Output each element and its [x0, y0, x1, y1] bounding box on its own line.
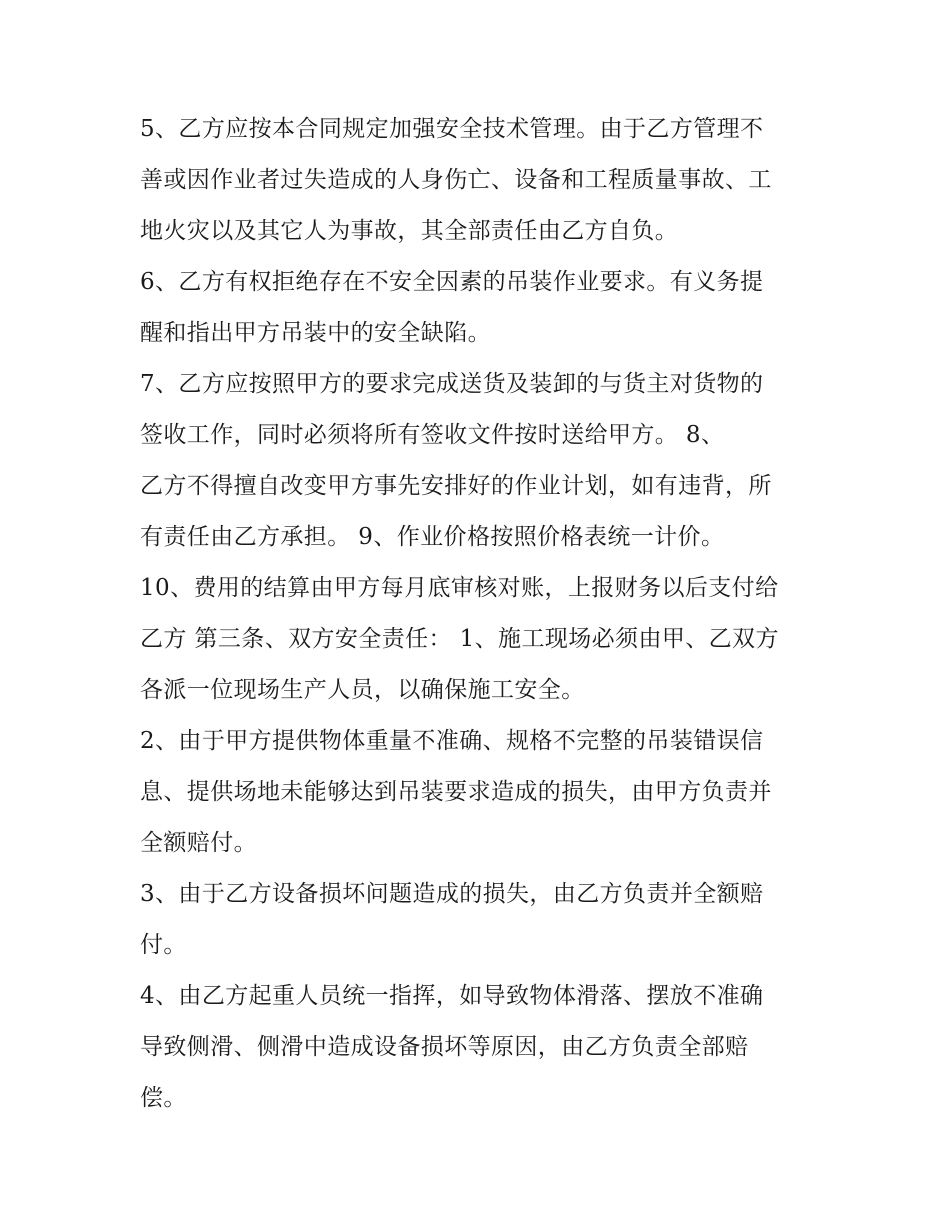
text-line: 签收工作，同时必须将所有签收文件按时送给甲方。 8、 [140, 422, 725, 448]
text-line: 10、费用的结算由甲方每月底审核对账，上报财务以后支付给 [140, 575, 779, 601]
text-line: 付。 [140, 932, 187, 958]
text-line: 7、乙方应按照甲方的要求完成送货及装卸的与货主对货物的 [140, 371, 764, 397]
text-line: 醒和指出甲方吊装中的安全缺陷。 [140, 320, 491, 346]
text-line: 3、由于乙方设备损坏问题造成的损失，由乙方负责并全额赔 [140, 881, 764, 907]
text-line: 乙方 第三条、双方安全责任： 1、施工现场必须由甲、乙双方 [140, 626, 779, 652]
text-line: 导致侧滑、侧滑中造成设备损坏等原因，由乙方负责全部赔 [140, 1034, 749, 1060]
text-line: 有责任由乙方承担。 9、作业价格按照价格表统一计价。 [140, 524, 725, 550]
text-line: 善或因作业者过失造成的人身伤亡、设备和工程质量事故、工 [140, 167, 772, 193]
text-line: 乙方不得擅自改变甲方事先安排好的作业计划，如有违背，所 [140, 473, 772, 499]
text-line: 全额赔付。 [140, 830, 257, 856]
text-line: 4、由乙方起重人员统一指挥，如导致物体滑落、摆放不准确 [140, 983, 764, 1009]
text-line: 地火灾以及其它人为事故，其全部责任由乙方自负。 [140, 218, 679, 244]
document-body [140, 104, 820, 1124]
text-line: 5、乙方应按本合同规定加强安全技术管理。由于乙方管理不 [140, 116, 764, 142]
text-line: 偿。 [140, 1085, 187, 1111]
text-line: 息、提供场地未能够达到吊装要求造成的损失，由甲方负责并 [140, 779, 772, 805]
text-line: 各派一位现场生产人员，以确保施工安全。 [140, 677, 585, 703]
text-line: 2、由于甲方提供物体重量不准确、规格不完整的吊装错误信 [140, 728, 764, 754]
text-line: 6、乙方有权拒绝存在不安全因素的吊装作业要求。有义务提 [140, 269, 764, 295]
